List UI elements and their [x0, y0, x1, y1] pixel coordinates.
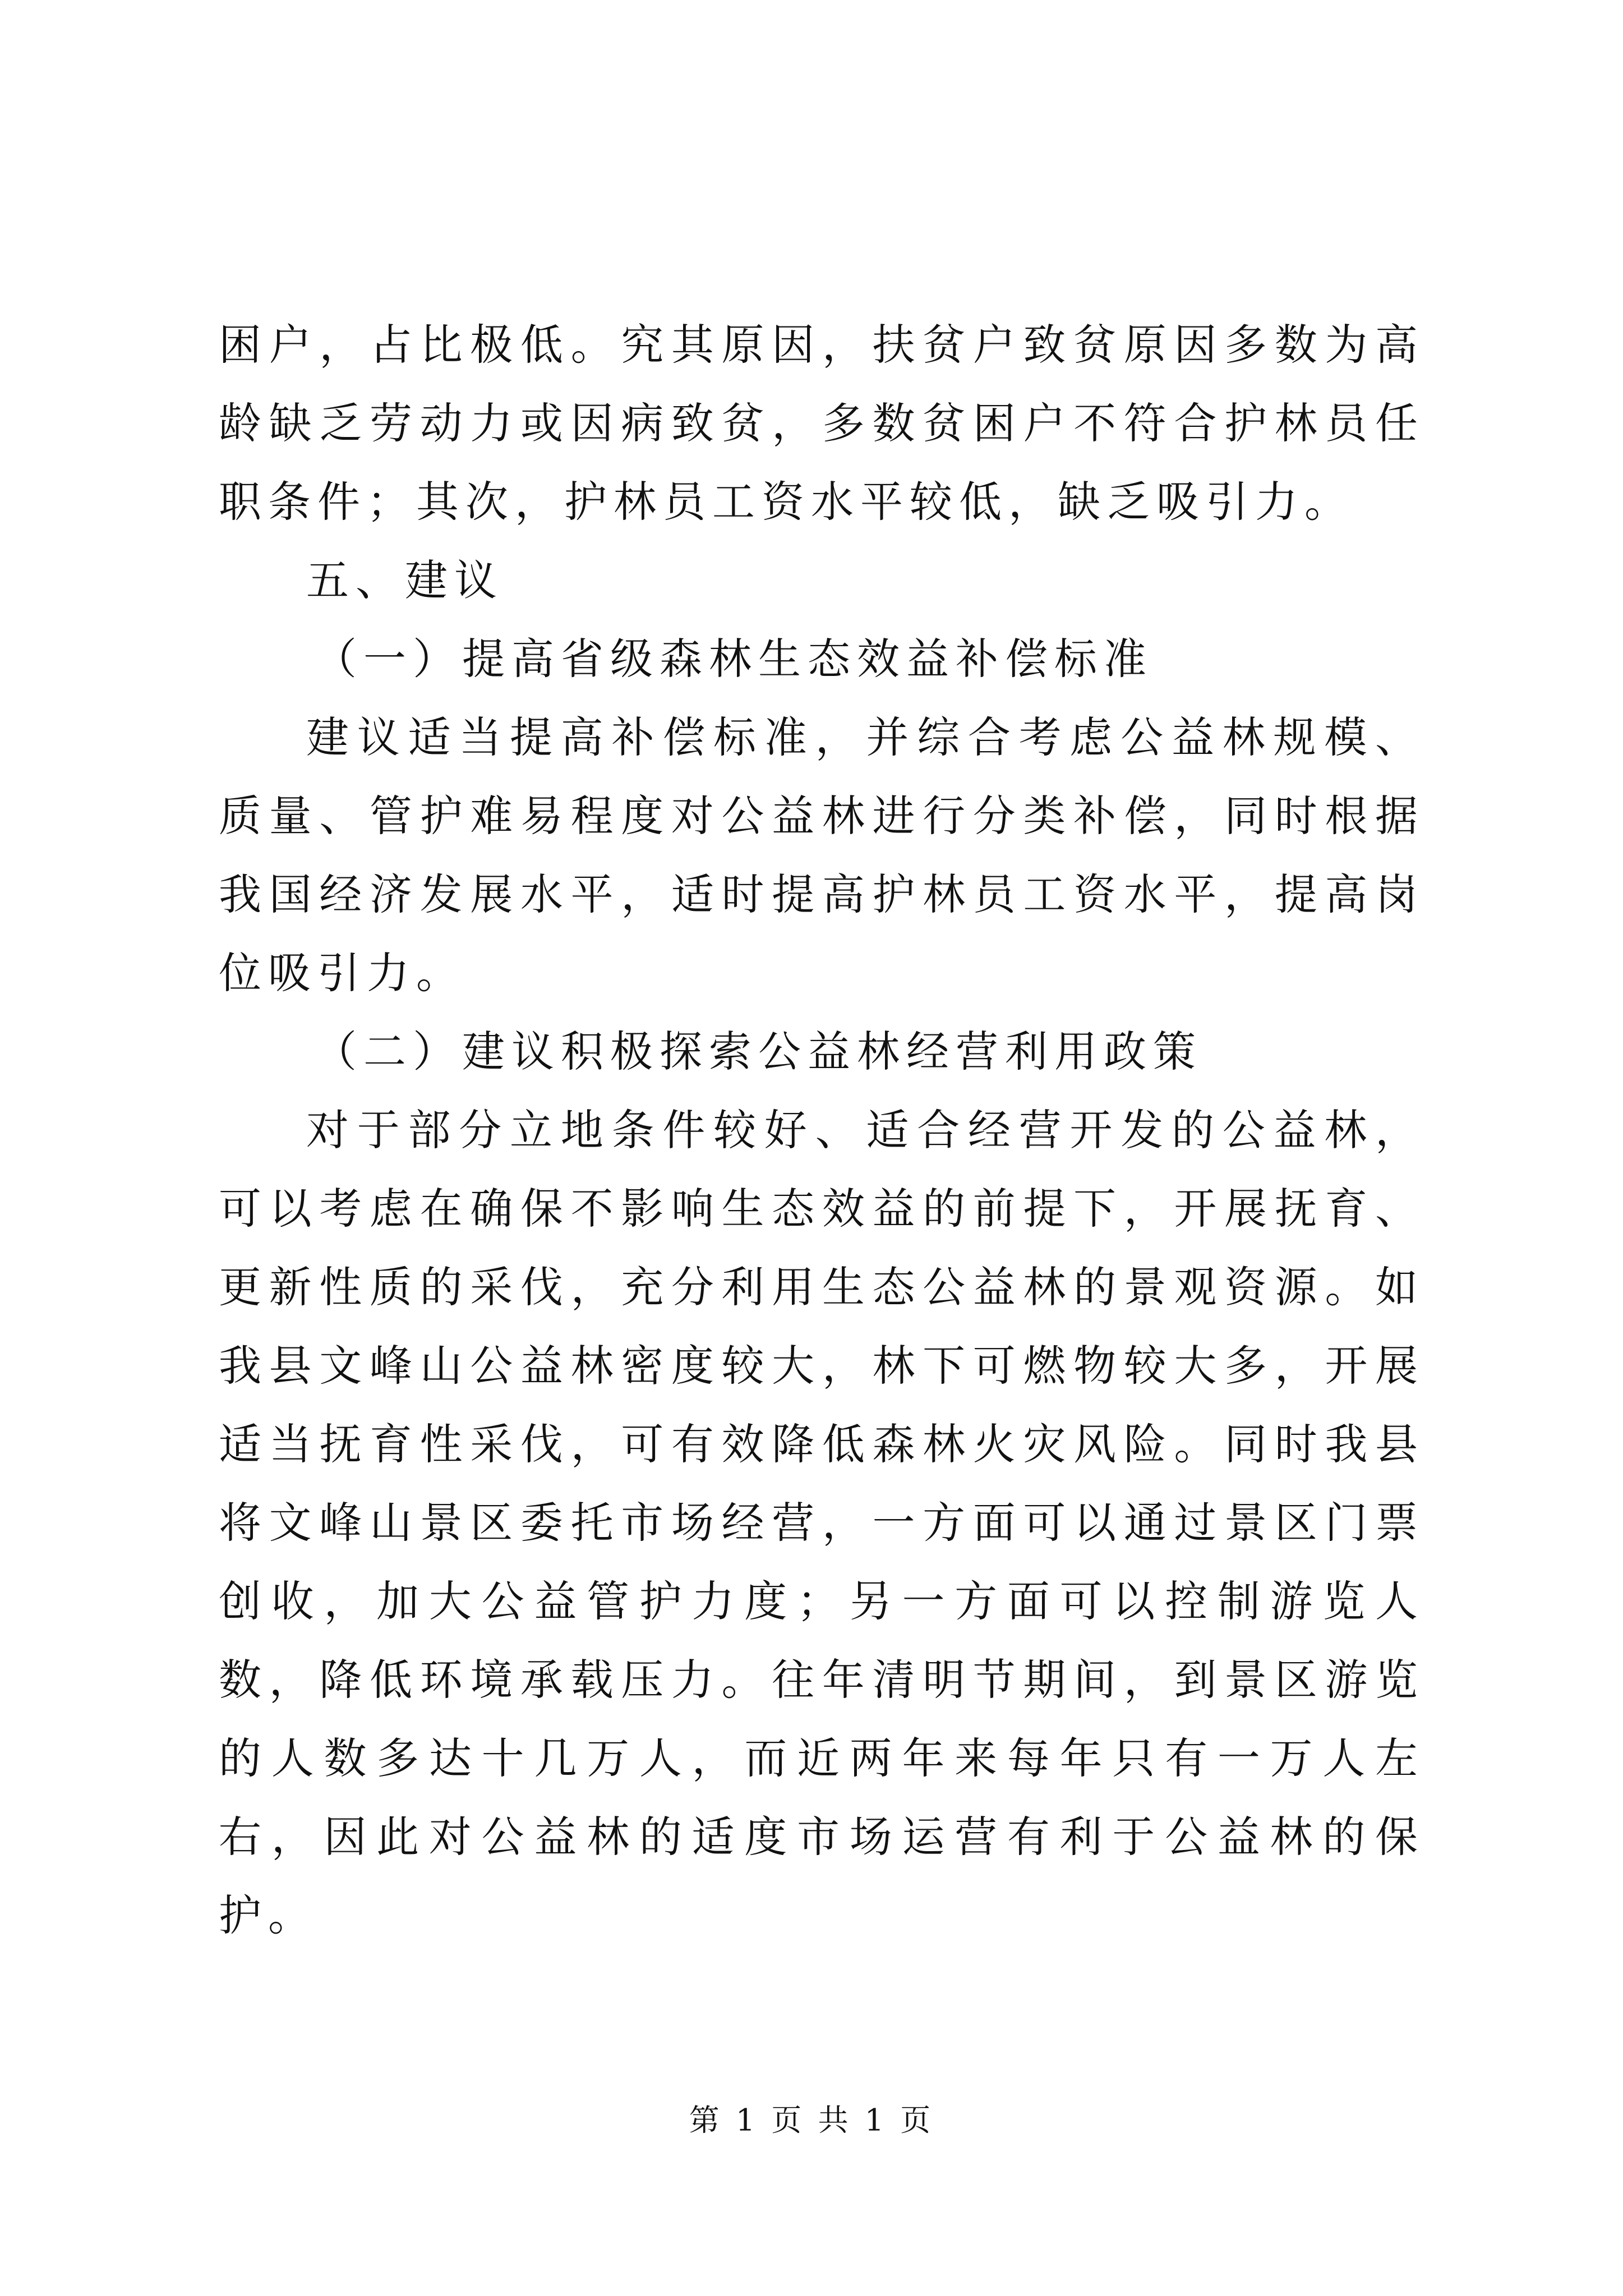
paragraph-management-suggestion: 对于部分立地条件较好、适合经营开发的公益林，可以考虑在确保不影响生态效益的前提下，开展抚育、更新性质的采伐，充分利用生态公益林的景观资源。如我县文峰山公益林密度较大，林下可燃物较大多，开展适当抚育性采伐，可有效降低森林火灾风险。同时我县将文峰山景区委托市场经营，一方面可以通过景区门票创收，加大公益管护力度；另一方面可以控制游览人数，降低环境承载压力。往年清明节期间，到景区游览的人数多达十几万人，而近两年来每年只有一万人左右，因此对公益林的适度市场运营有利于公益林的保护。 [219, 1105, 1424, 1940]
section-heading-suggestions: 五、建议 [306, 555, 504, 605]
paragraph-compensation-suggestion: 建议适当提高补偿标准，并综合考虑公益林规模、质量、管护难易程度对公益林进行分类补偿，同时根据我国经济发展水平，适时提高护林员工资水平，提高岗位吸引力。 [219, 712, 1424, 998]
paragraph-poverty-reasons: 困户，占比极低。究其原因，扶贫户致贫原因多数为高龄缺乏劳动力或因病致贫，多数贫困户不符合护林员任职条件；其次，护林员工资水平较低，缺乏吸引力。 [219, 320, 1424, 527]
subheading-compensation-standard: （一）提高省级森林生态效益补偿标准 [314, 634, 1153, 684]
page-footer: 第 1 页 共 1 页 [689, 2102, 934, 2138]
document-body [219, 306, 1424, 1955]
subheading-management-policy: （二）建议积极探索公益林经营利用政策 [314, 1027, 1202, 1076]
